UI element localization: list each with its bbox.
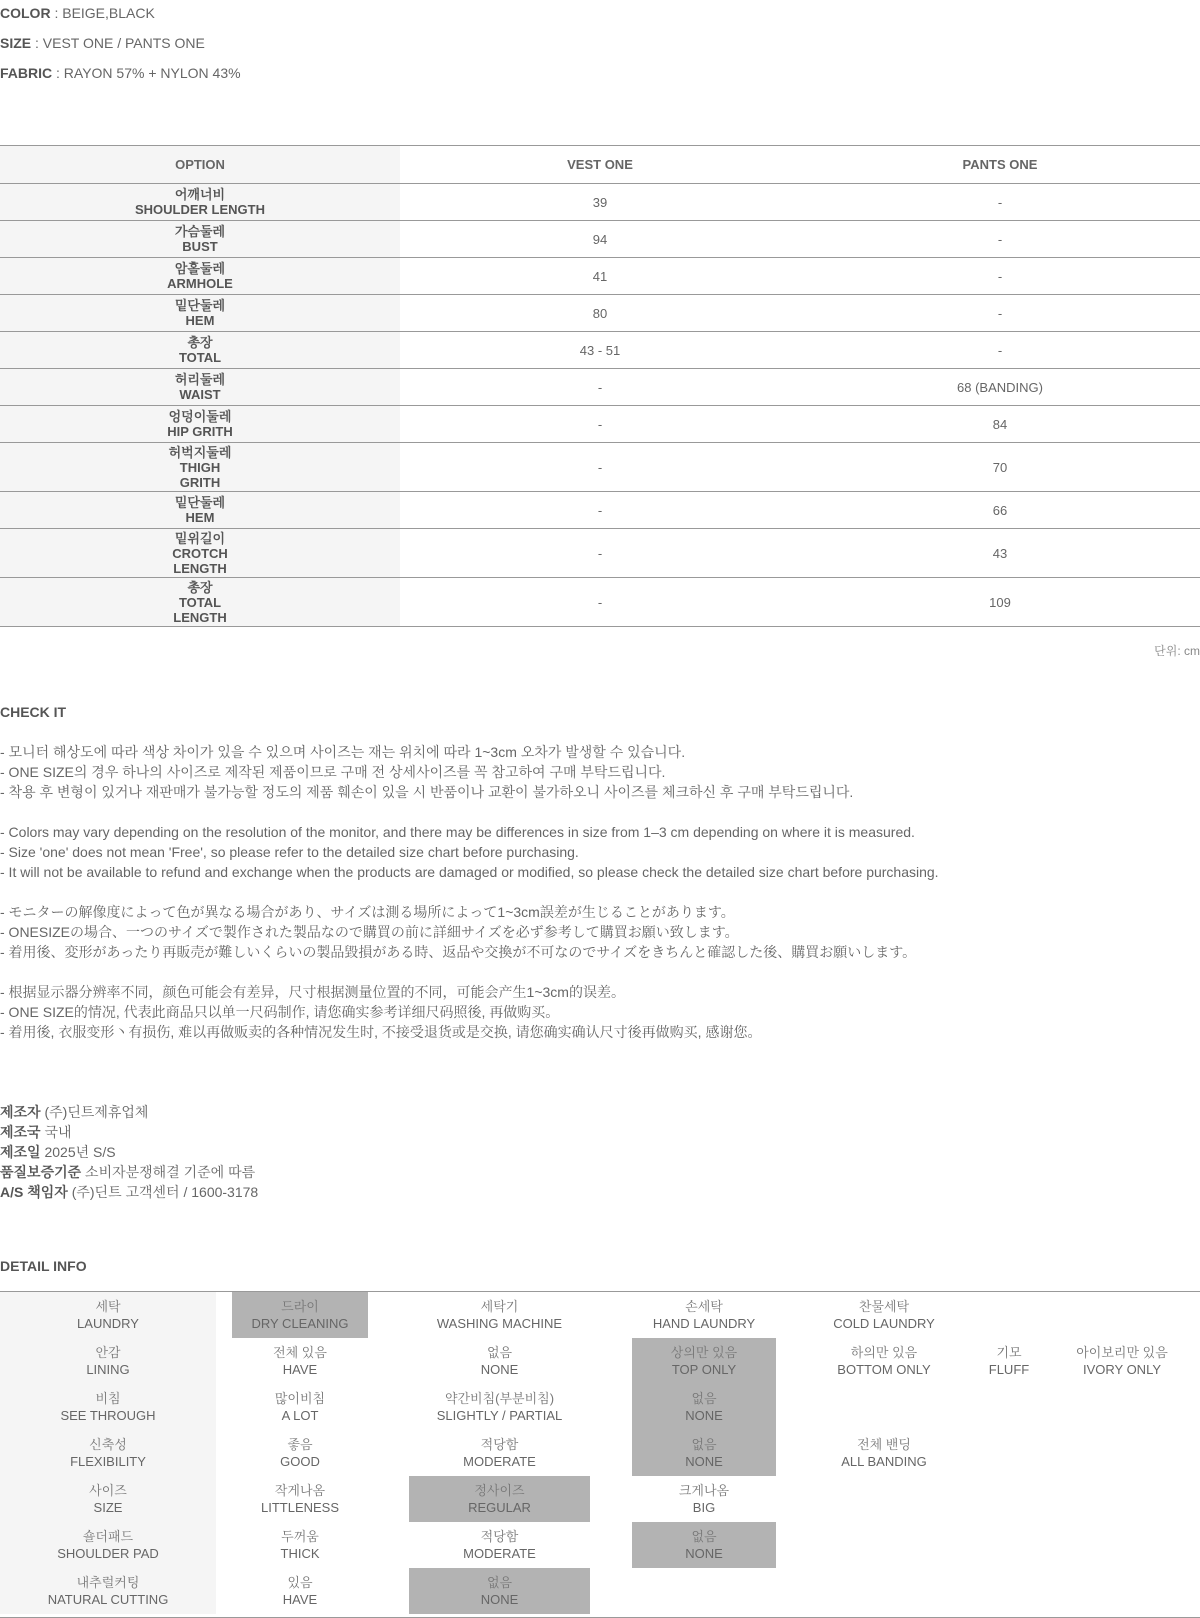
vest-value: - <box>400 369 800 406</box>
label-en: TOTAL <box>178 350 222 365</box>
label-en: LINING <box>86 1362 130 1377</box>
size-table-header <box>0 146 1200 184</box>
option-en: NONE <box>480 1362 519 1377</box>
option-en: NONE <box>685 1546 723 1561</box>
credit-label: 제조일 <box>0 1144 41 1160</box>
label-en: HIP GRITH <box>167 424 233 439</box>
detail-row-label <box>0 1338 216 1384</box>
size-row <box>0 258 1200 295</box>
label-kr: 총장 <box>187 579 213 595</box>
detail-option <box>232 1568 368 1614</box>
detail-option-selected <box>632 1430 776 1476</box>
option-en: SLIGHTLY / PARTIAL <box>436 1408 563 1423</box>
vest-value: 80 <box>400 295 800 332</box>
option-kr: 있음 <box>287 1575 313 1590</box>
credit-line <box>0 1102 258 1122</box>
size-row <box>0 492 1200 529</box>
label-en: SHOULDER PAD <box>57 1546 159 1561</box>
option-kr: 손세탁 <box>685 1299 723 1314</box>
label-en: NATURAL CUTTING <box>47 1592 169 1607</box>
label-kr: 안감 <box>95 1345 121 1360</box>
spec-fabric <box>0 65 241 81</box>
detail-option <box>409 1338 590 1384</box>
option-en: THICK <box>280 1546 320 1561</box>
spec-value: : BEIGE,BLACK <box>50 5 155 21</box>
note-line: - 着用後、変形があったり再販売が難しいくらいの製品毀損がある時、返品や交換が不可なのでサイズをきちんと確認した後、購買お願いします。 <box>0 944 917 960</box>
detail-option-selected <box>409 1568 590 1614</box>
size-row <box>0 443 1200 492</box>
option-kr: 찬물세탁 <box>858 1299 910 1314</box>
label-kr: 총장 <box>187 335 213 350</box>
size-row-label <box>0 221 400 258</box>
option-kr: 적당함 <box>480 1529 519 1544</box>
detail-row <box>0 1476 1200 1522</box>
label-kr: 가슴둘레 <box>174 224 226 239</box>
note-line: - 착용 후 변형이 있거나 재판매가 불가능할 정도의 제품 훼손이 있을 시 반품이나 교환이 불가하오니 사이즈를 체크하신 후 구매 부탁드립니다. <box>0 784 854 800</box>
detail-option <box>632 1292 776 1338</box>
option-en: MODERATE <box>463 1546 536 1561</box>
notes-japanese <box>0 902 916 962</box>
label-kr: 암홀둘레 <box>174 261 226 276</box>
note-line: - 모니터 해상도에 따라 색상 차이가 있을 수 있으며 사이즈는 재는 위치에 따라 1~3cm 오차가 발생할 수 있습니다. <box>0 744 686 760</box>
pants-value: - <box>800 332 1200 369</box>
option-kr: 크게나옴 <box>678 1483 730 1498</box>
header-option: OPTION <box>0 146 400 184</box>
size-row <box>0 578 1200 627</box>
option-en: BOTTOM ONLY <box>837 1362 931 1377</box>
option-en: DRY CLEANING <box>251 1316 349 1331</box>
label-en: BUST <box>182 239 218 254</box>
label-en: FLEXIBILITY <box>70 1454 146 1469</box>
note-line: - ONESIZEの場合、一つのサイズで製作された製品なので購買の前に詳細サイズを必ず参考して購買お願い致します。 <box>0 924 739 940</box>
detail-option <box>232 1430 368 1476</box>
option-en: NONE <box>685 1454 723 1469</box>
detail-option <box>232 1384 368 1430</box>
credit-value: (주)딘트제휴업체 <box>40 1104 149 1120</box>
detail-option-selected <box>632 1522 776 1568</box>
size-row-label <box>0 332 400 369</box>
pants-value: 70 <box>800 443 1200 492</box>
credit-value: (주)딘트 고객센터 / 1600-3178 <box>67 1184 259 1200</box>
label-en: TOTAL LENGTH <box>173 594 227 625</box>
credit-value: 소비자분쟁해결 기준에 따름 <box>81 1164 256 1180</box>
option-kr: 하의만 있음 <box>850 1345 918 1360</box>
label-en: HEM <box>185 313 215 328</box>
spec-label: FABRIC <box>0 65 53 81</box>
credit-line <box>0 1162 258 1182</box>
option-en: WASHING MACHINE <box>436 1316 563 1331</box>
credit-label: A/S 책임자 <box>0 1184 68 1200</box>
detail-option <box>409 1430 590 1476</box>
product-credits <box>0 1102 258 1202</box>
header-pants: PANTS ONE <box>800 146 1200 184</box>
size-row <box>0 406 1200 443</box>
option-kr: 드라이 <box>281 1299 319 1314</box>
pants-value: - <box>800 258 1200 295</box>
size-row <box>0 184 1200 221</box>
note-line: - 着用後, 衣服变形丶有损伤, 难以再做贩卖的各种情况发生时, 不接受退货或是交换, 请您确实确认尺寸後再做购买, 感谢您。 <box>0 1024 762 1040</box>
size-row <box>0 295 1200 332</box>
notes-chinese <box>0 982 761 1042</box>
detail-info-title: DETAIL INFO <box>0 1258 87 1274</box>
detail-row-label <box>0 1384 216 1430</box>
detail-row <box>0 1292 1200 1338</box>
label-kr: 내추럴커팅 <box>76 1575 140 1590</box>
option-en: A LOT <box>281 1408 319 1423</box>
label-kr: 밑단둘레 <box>174 495 226 510</box>
option-en: HAVE <box>282 1362 318 1377</box>
credit-label: 품질보증기준 <box>0 1164 82 1180</box>
spec-label: SIZE <box>0 35 32 51</box>
detail-option <box>232 1476 368 1522</box>
pants-value: 43 <box>800 529 1200 578</box>
option-en: NONE <box>685 1408 723 1423</box>
note-line: - Colors may vary depending on the resolution of the monitor, and there may be differences in size from 1–3 cm depending on where it is measured. <box>0 824 915 840</box>
label-kr: 숄더패드 <box>82 1529 134 1544</box>
option-en: LITTLENESS <box>260 1500 340 1515</box>
size-row <box>0 529 1200 578</box>
option-kr: 없음 <box>486 1345 513 1360</box>
pants-value: 109 <box>800 578 1200 627</box>
size-row-label <box>0 492 400 529</box>
detail-option-selected <box>632 1384 776 1430</box>
detail-option <box>800 1338 968 1384</box>
note-line: - ONE SIZE의 경우 하나의 사이즈로 제작된 제품이므로 구매 전 상세사이즈를 꼭 참고하여 구매 부탁드립니다. <box>0 764 666 780</box>
option-kr: 약간비침(부분비침) <box>444 1391 555 1406</box>
note-line: - モニターの解像度によって色が異なる場合があり、サイズは測る場所によって1~3cm誤差が生じることがあります。 <box>0 904 735 920</box>
vest-value: - <box>400 578 800 627</box>
option-en: BIG <box>692 1500 716 1515</box>
option-kr: 없음 <box>691 1529 717 1544</box>
size-row-label <box>0 184 400 221</box>
credit-label: 제조자 <box>0 1104 41 1120</box>
option-kr: 세탁기 <box>480 1299 519 1314</box>
notes-english <box>0 822 939 882</box>
detail-row-label <box>0 1292 216 1338</box>
option-en: GOOD <box>280 1454 320 1469</box>
notes-korean <box>0 742 853 802</box>
pants-value: 84 <box>800 406 1200 443</box>
option-en: REGULAR <box>468 1500 531 1515</box>
note-line: - It will not be available to refund and exchange when the products are damaged or modified, so please check the detailed size chart before purchasing. <box>0 864 939 880</box>
option-en: COLD LAUNDRY <box>833 1316 935 1331</box>
size-row-label <box>0 369 400 406</box>
label-kr: 비침 <box>95 1391 121 1406</box>
credit-line <box>0 1122 258 1142</box>
label-kr: 어깨너비 <box>174 187 226 202</box>
detail-row-label <box>0 1522 216 1568</box>
option-en: FLUFF <box>988 1362 1030 1377</box>
vest-value: 39 <box>400 184 800 221</box>
spec-color <box>0 5 155 21</box>
detail-row <box>0 1338 1200 1384</box>
header-vest: VEST ONE <box>400 146 800 184</box>
option-kr: 없음 <box>691 1391 717 1406</box>
vest-value: - <box>400 492 800 529</box>
credit-value: 2025년 S/S <box>40 1144 116 1160</box>
size-row <box>0 369 1200 406</box>
detail-option <box>232 1522 368 1568</box>
option-en: IVORY ONLY <box>1082 1362 1162 1377</box>
label-en: HEM <box>185 510 215 525</box>
detail-row <box>0 1430 1200 1476</box>
detail-row <box>0 1384 1200 1430</box>
label-en: LAUNDRY <box>77 1316 139 1331</box>
pants-value: 66 <box>800 492 1200 529</box>
credit-label: 제조국 <box>0 1124 41 1140</box>
pants-value: - <box>800 295 1200 332</box>
label-kr: 세탁 <box>95 1299 121 1314</box>
option-kr: 아이보리만 있음 <box>1076 1345 1168 1360</box>
spec-label: COLOR <box>0 5 51 21</box>
detail-option <box>800 1430 968 1476</box>
option-kr: 기모 <box>996 1345 1022 1360</box>
size-row <box>0 332 1200 369</box>
detail-row-label <box>0 1568 216 1614</box>
label-en: SHOULDER LENGTH <box>135 202 265 217</box>
size-row-label <box>0 529 400 578</box>
spec-size <box>0 35 205 51</box>
detail-row <box>0 1522 1200 1568</box>
pants-value: - <box>800 221 1200 258</box>
option-en: NONE <box>480 1592 519 1607</box>
vest-value: 94 <box>400 221 800 258</box>
vest-value: - <box>400 529 800 578</box>
label-kr: 신축성 <box>89 1437 127 1452</box>
unit-note: 단위: cm <box>1154 644 1200 658</box>
detail-option <box>409 1522 590 1568</box>
size-row-label <box>0 295 400 332</box>
option-kr: 두꺼움 <box>281 1529 319 1544</box>
detail-option <box>409 1292 590 1338</box>
size-row-label <box>0 258 400 295</box>
option-kr: 없음 <box>691 1437 717 1452</box>
label-en: THIGH GRITH <box>179 459 221 490</box>
label-en: WAIST <box>179 387 221 402</box>
size-row <box>0 221 1200 258</box>
label-en: SIZE <box>93 1500 123 1515</box>
option-kr: 전체 있음 <box>273 1345 327 1360</box>
option-kr: 적당함 <box>480 1437 519 1452</box>
detail-row-label <box>0 1476 216 1522</box>
detail-row-label <box>0 1430 216 1476</box>
detail-option <box>1050 1338 1194 1384</box>
credit-value: 국내 <box>40 1124 72 1140</box>
detail-option-selected <box>409 1476 590 1522</box>
option-kr: 많이비침 <box>274 1391 326 1406</box>
vest-value: - <box>400 443 800 492</box>
option-kr: 작게나옴 <box>274 1483 326 1498</box>
size-table <box>0 145 1200 627</box>
spec-value: : VEST ONE / PANTS ONE <box>31 35 205 51</box>
vest-value: 41 <box>400 258 800 295</box>
detail-option <box>800 1292 968 1338</box>
option-en: HAND LAUNDRY <box>652 1316 756 1331</box>
option-en: ALL BANDING <box>841 1454 927 1469</box>
option-kr: 전체 밴딩 <box>857 1437 911 1452</box>
pants-value: 68 (BANDING) <box>800 369 1200 406</box>
vest-value: 43 - 51 <box>400 332 800 369</box>
detail-option <box>632 1476 776 1522</box>
option-kr: 좋음 <box>287 1437 313 1452</box>
note-line: - ONE SIZE的情况, 代表此商品只以单一尺码制作, 请您确实参考详细尺码照後, 再做购买。 <box>0 1004 560 1020</box>
note-line: - Size 'one' does not mean 'Free', so please refer to the detailed size chart before purchasing. <box>0 844 579 860</box>
vest-value: - <box>400 406 800 443</box>
detail-option <box>968 1338 1050 1384</box>
label-kr: 밑단둘레 <box>174 298 226 313</box>
note-line: - 根据显示器分辨率不同，颜色可能会有差异，尺寸根据测量位置的不同，可能会产生1~3cm的误差。 <box>0 984 625 1000</box>
option-kr: 정사이즈 <box>474 1483 525 1498</box>
option-kr: 상의만 있음 <box>670 1345 738 1360</box>
size-row-label <box>0 406 400 443</box>
size-row-label <box>0 443 400 492</box>
option-kr: 없음 <box>486 1575 513 1590</box>
detail-option-selected <box>232 1292 368 1338</box>
label-kr: 허리둘레 <box>174 372 226 387</box>
credit-line <box>0 1142 258 1162</box>
label-en: SEE THROUGH <box>60 1408 156 1423</box>
option-en: MODERATE <box>463 1454 536 1469</box>
pants-value: - <box>800 184 1200 221</box>
label-kr: 엉덩이둘레 <box>168 409 232 424</box>
label-kr: 허벅지둘레 <box>168 444 232 460</box>
check-it-title: CHECK IT <box>0 704 67 720</box>
size-row-label <box>0 578 400 627</box>
label-en: CROTCH LENGTH <box>172 545 228 576</box>
detail-info-grid <box>0 1291 1200 1618</box>
option-en: TOP ONLY <box>671 1362 737 1377</box>
label-kr: 밑위길이 <box>174 530 226 546</box>
detail-option-selected <box>632 1338 776 1384</box>
detail-option <box>232 1338 368 1384</box>
detail-row <box>0 1568 1200 1614</box>
spec-value: : RAYON 57% + NYLON 43% <box>52 65 241 81</box>
label-en: ARMHOLE <box>167 276 233 291</box>
option-en: HAVE <box>282 1592 318 1607</box>
detail-option <box>409 1384 590 1430</box>
label-kr: 사이즈 <box>89 1483 127 1498</box>
credit-line <box>0 1182 258 1202</box>
